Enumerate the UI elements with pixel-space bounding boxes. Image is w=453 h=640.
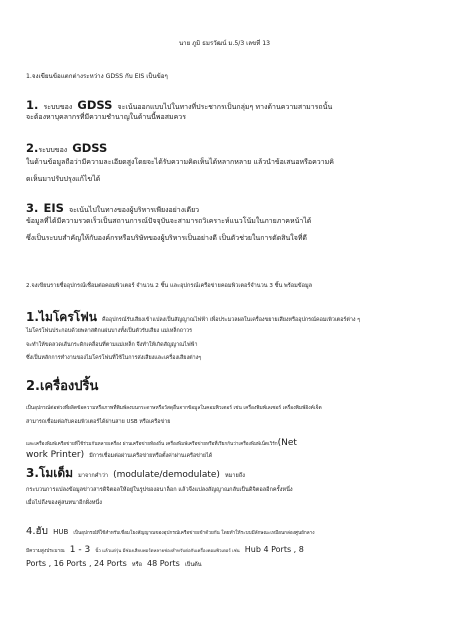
q1-item-3-line-1: ข้อมูลที่ได้มีความรวดเร็วเป็นสถานการณ์ปัจจุบันจะสามารถวิเคราะห์แนวโน้มในภายภาคหน้าได้ [26, 217, 312, 225]
q1-item-1-keyword: GDSS [77, 98, 113, 112]
q1-item-1-number: 1. [26, 98, 39, 112]
q2-item-1-line-3: จะทำให้ขดลวดเส้นกระดิกเคลื่อนที่ตามแม่เหล็ก จึงทำให้เกิดสัญญาณไฟฟ้า [26, 342, 198, 348]
q2-item-1-title: 1.ไมโครโฟน [26, 310, 97, 324]
q2-item-4-line-3-row [26, 552, 202, 570]
q2-item-3-keyword: (modulate/demodulate) [113, 470, 220, 480]
q1-item-1-text: จะเน้นออกแบบไปในทางที่ประชากรเป็นกลุ่มๆ ทางด้านความสามารถนั้น [117, 103, 333, 111]
q2-item-4-title: 4.ฮับ [26, 526, 48, 537]
q2-item-2-line-3: และเครื่องพิมพ์เครือข่ายที่ใช้ร่วมกันหลายเครื่อง ผ่านเครือข่ายท้องถิ่น เครื่องพิมพ์เครือข่ายหรือที่เรียกกันว่าเครื่องพิมพ์เน็ตเวิร์ก [26, 442, 278, 447]
q2-item-1-heading [26, 307, 360, 325]
q2-item-2-line-4-row [26, 443, 212, 461]
question-1-prompt: 1.จงเขียนข้อแตกต่างระหว่าง GDSS กับ EIS เป็นข้อๆ [26, 73, 168, 80]
q1-item-2-line-1: ในด้านข้อมูลถือว่ามีความละเอียดสูงโดยจะได้รับความคิดเห็นได้หลากหลาย แล้วนำข้อเสนอหรือความคิ [26, 158, 334, 166]
q2-item-1-line-4: ซึ่งเป็นหลักการทำงานของไมโครโฟนที่ใช้ในการส่งเสียงและเครื่องเสียงต่างๆ [26, 355, 202, 361]
q1-item-1-continuation: จะต้องหาบุคลากรที่มีความชำนาญในด้านนี้พอสมควร [26, 113, 186, 121]
q1-item-1-heading [26, 95, 332, 113]
q2-item-1-line-1: คืออุปกรณ์รับเสียงเข้าแปลงเป็นสัญญาณไฟฟ้า เพื่อประมวลผลในเครื่องขยายเสียงหรืออุปกรณ์คอมเพิวเตอร์ต่าง ๆ [102, 317, 361, 323]
q2-item-3-suffix: หมายถึง [225, 473, 245, 479]
q1-item-3-heading [26, 198, 199, 216]
q2-item-2-line-4: มีการเชื่อมต่อผ่านเครือข่ายหรือตั้งค่าผ่านเครือข่ายได้ [89, 453, 213, 459]
q1-item-2-number: 2. [26, 141, 39, 155]
q1-item-3-number: 3. [26, 201, 39, 215]
q2-item-2-keyword-a: (Net [277, 438, 297, 448]
q2-item-3-line-1: กระบวนการแปลงข้อมูลข่าวสารดิจิตอลให้อยู่ในรูปของอนาล็อก แล้วจึงแปลงสัญญาณกลับเป็นดิจิตอลอีกครั้งหนึ่ง [26, 487, 293, 493]
q1-item-3-keyword: EIS [43, 201, 64, 215]
q1-item-2-lead: ระบบของ [38, 146, 68, 154]
q2-item-4-ports-a: Hub 4 Ports , 8 [244, 545, 304, 554]
question-2-prompt: 2.จงเขียนรายชื่ออุปกรณ์เชื่อมต่อคอมพิวเตอร์ จำนวน 2 ชิ้น และอุปกรณ์เครือข่ายคอมพิวเตอร์จำนวน 3 ชิ้น พร้อมข้อมูล [26, 283, 313, 289]
q2-item-2-keyword-b: work Printer) [26, 450, 85, 460]
q1-item-2-keyword: GDSS [72, 141, 108, 155]
q2-item-3-lead: มาจากคำว่า [78, 473, 108, 479]
q2-item-4-range: 1 - 3 [69, 545, 91, 555]
q1-item-2-heading [26, 138, 107, 156]
q2-item-4-text: เป็นอุปกรณ์ที่ใช้สำหรับเชื่อมโยงสัญญาณของอุปกรณ์เครือข่ายเข้าด้วยกัน โดยทำให้ระบบมีลักษณะเหมือนกล่องศูนย์กลาง [73, 531, 315, 536]
q2-item-3-title: 3.โมเด็ม [26, 466, 74, 480]
q2-item-3-heading [26, 463, 245, 481]
q2-item-1-line-2: ไมโครโฟนประกอบด้วยพลาสติกแผ่นบางทั้งเป็นตัวรับเสียง แม่เหล็กถาวร [26, 328, 193, 334]
author-line: นาย ภูมิ ธมรวัฒน์ ม.5/3 เลขที่ 13 [178, 40, 271, 47]
q2-item-3-line-2: เมื่อไปถึงของคู่สนทนาอีกฝั่งหนึ่ง [26, 500, 102, 506]
q2-item-4-line-2-lead: มีความสูงประมาณ [26, 549, 65, 554]
q1-item-2-line-2: ดเห็นมาปรับปรุงแก้ไขได้ [26, 175, 101, 183]
q1-item-3-text: จะเน้นไปในทางของผู้บริหารเพียงอย่างเดียว [68, 206, 200, 214]
q2-item-4-line-2-text: นิ้ว แล้วแต่รุ่น มีช่องเสียบพอร์ตหลายช่องสำหรับต่อกับเครื่องคอมพิวเตอร์ เช่น [95, 549, 240, 554]
q2-item-4-ports-b: Ports , 16 Ports , 24 Ports [26, 559, 127, 568]
q2-item-4-keyword: HUB [53, 528, 69, 536]
q2-item-4-end: เป็นต้น [184, 562, 202, 568]
q2-item-2-line-1: เป็นอุปกรณ์ต่อพ่วงที่ผลิตข้อความหรือภาพที่พิมพ์ลงบนกระดาษหรือวัสดุอื่นจากข้อมูลในคอมพิวเตอร์ เช่น เครื่องพิมพ์เลเซอร์ เครื่องพิมพ์อิงค์เจ็ต [26, 405, 322, 411]
q2-item-4-or: หรือ [131, 562, 142, 568]
q1-item-3-line-2: ซึ่งเป็นระบบสำคัญให้กับองค์กรหรือบริษัทของผู้บริหารเป็นอย่างดี เป็นตัวช่วยในการตัดสินใจที่ดี [26, 234, 307, 242]
q2-item-2-title: 2.เครื่องปริ้น [26, 379, 99, 394]
q2-item-2-line-2: สามารถเชื่อมต่อกับคอมพิวเตอร์ได้ผ่านสาย USB หรือเครือข่าย [26, 419, 171, 425]
q2-item-4-ports-c: 48 Ports [147, 559, 180, 568]
q2-item-4-heading [26, 520, 315, 538]
q1-item-1-lead: ระบบของ [43, 103, 73, 111]
